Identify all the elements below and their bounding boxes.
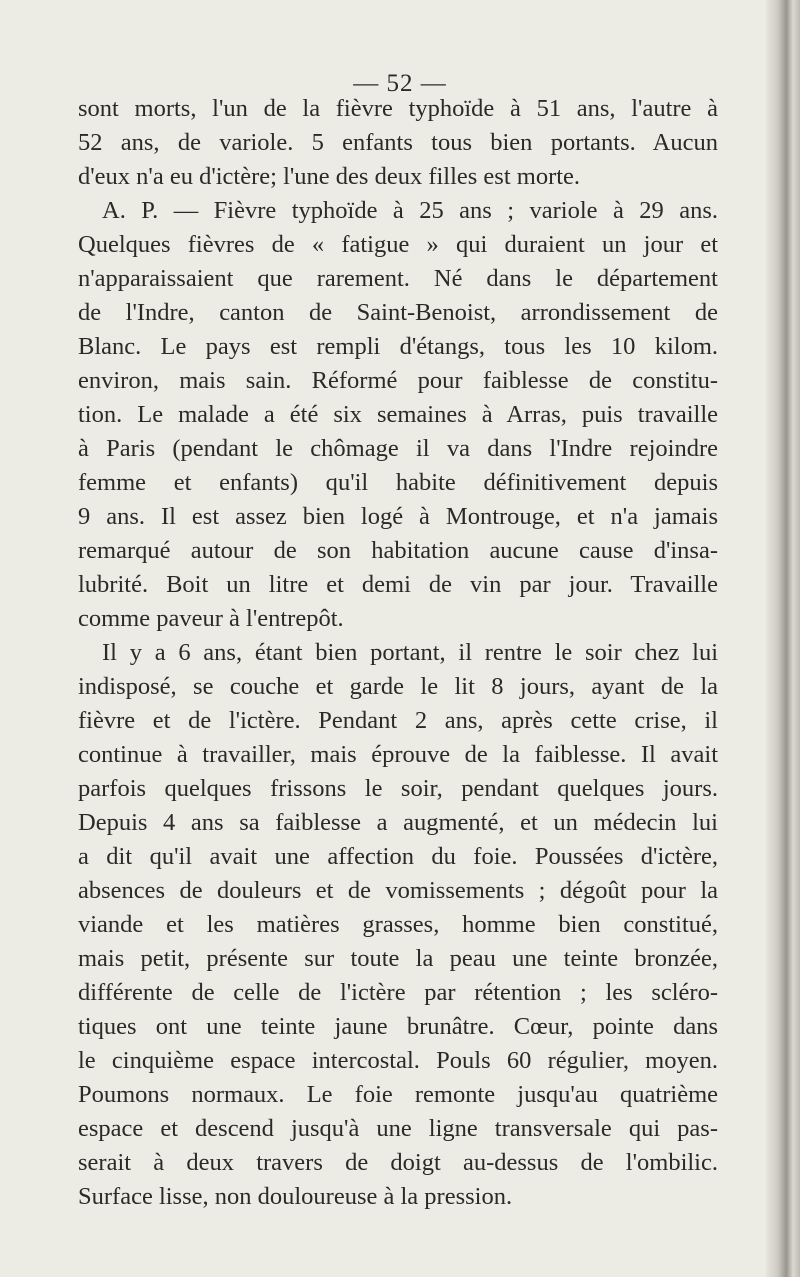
text-line: femme et enfants) qu'il habite définitivement depuis bbox=[78, 469, 718, 496]
text-line: Blanc. Le pays est rempli d'étangs, tous les 10 kilom. bbox=[78, 333, 718, 360]
text-line: mais petit, présente sur toute la peau une teinte bronzée, bbox=[78, 945, 718, 972]
text-line: continue à travailler, mais éprouve de la faiblesse. Il avait bbox=[78, 741, 718, 768]
text-line: sont morts, l'un de la fièvre typhoïde à 51 ans, l'autre à bbox=[78, 95, 718, 122]
text-line: lubrité. Boit un litre et demi de vin par jour. Travaille bbox=[78, 571, 718, 598]
text-line: Surface lisse, non douloureuse à la pression. bbox=[78, 1183, 513, 1210]
text-line: parfois quelques frissons le soir, pendant quelques jours. bbox=[78, 775, 718, 802]
text-line: a dit qu'il avait une affection du foie. Poussées d'ictère, bbox=[78, 843, 718, 870]
text-line: remarqué autour de son habitation aucune cause d'insa- bbox=[78, 537, 718, 564]
text-line: le cinquième espace intercostal. Pouls 60 régulier, moyen. bbox=[78, 1047, 718, 1074]
text-line: fièvre et de l'ictère. Pendant 2 ans, après cette crise, il bbox=[78, 707, 718, 734]
text-line: tiques ont une teinte jaune brunâtre. Cœur, pointe dans bbox=[78, 1013, 718, 1040]
text-line: Il y a 6 ans, étant bien portant, il rentre le soir chez lui bbox=[102, 639, 718, 666]
text-line: tion. Le malade a été six semaines à Arras, puis travaille bbox=[78, 401, 718, 428]
text-line: absences de douleurs et de vomissements ; dégoût pour la bbox=[78, 877, 718, 904]
text-line: différente de celle de l'ictère par rétention ; les scléro- bbox=[78, 979, 718, 1006]
text-line: 52 ans, de variole. 5 enfants tous bien portants. Aucun bbox=[78, 129, 718, 156]
text-line: à Paris (pendant le chômage il va dans l'Indre rejoindre bbox=[78, 435, 718, 462]
text-line: indisposé, se couche et garde le lit 8 jours, ayant de la bbox=[78, 673, 718, 700]
text-line: 9 ans. Il est assez bien logé à Montrouge, et n'a jamais bbox=[78, 503, 718, 530]
text-line: viande et les matières grasses, homme bien constitué, bbox=[78, 911, 718, 938]
text-line: Depuis 4 ans sa faiblesse a augmenté, et un médecin lui bbox=[78, 809, 718, 836]
text-line: Quelques fièvres de « fatigue » qui duraient un jour et bbox=[78, 231, 718, 258]
text-line: d'eux n'a eu d'ictère; l'une des deux filles est morte. bbox=[78, 163, 581, 190]
text-line: de l'Indre, canton de Saint-Benoist, arrondissement de bbox=[78, 299, 718, 326]
page-edge bbox=[766, 0, 800, 1277]
text-line: espace et descend jusqu'à une ligne transversale qui pas- bbox=[78, 1115, 718, 1142]
text-line: Poumons normaux. Le foie remonte jusqu'au quatrième bbox=[78, 1081, 718, 1108]
text-line: A. P. — Fièvre typhoïde à 25 ans ; variole à 29 ans. bbox=[102, 197, 718, 224]
text-line: serait à deux travers de doigt au-dessus de l'ombilic. bbox=[78, 1149, 718, 1176]
text-line: comme paveur à l'entrepôt. bbox=[78, 605, 344, 632]
page-number: — 52 — bbox=[353, 70, 447, 97]
text-line: environ, mais sain. Réformé pour faiblesse de constitu- bbox=[78, 367, 718, 394]
text-line: n'apparaissaient que rarement. Né dans le département bbox=[78, 265, 718, 292]
